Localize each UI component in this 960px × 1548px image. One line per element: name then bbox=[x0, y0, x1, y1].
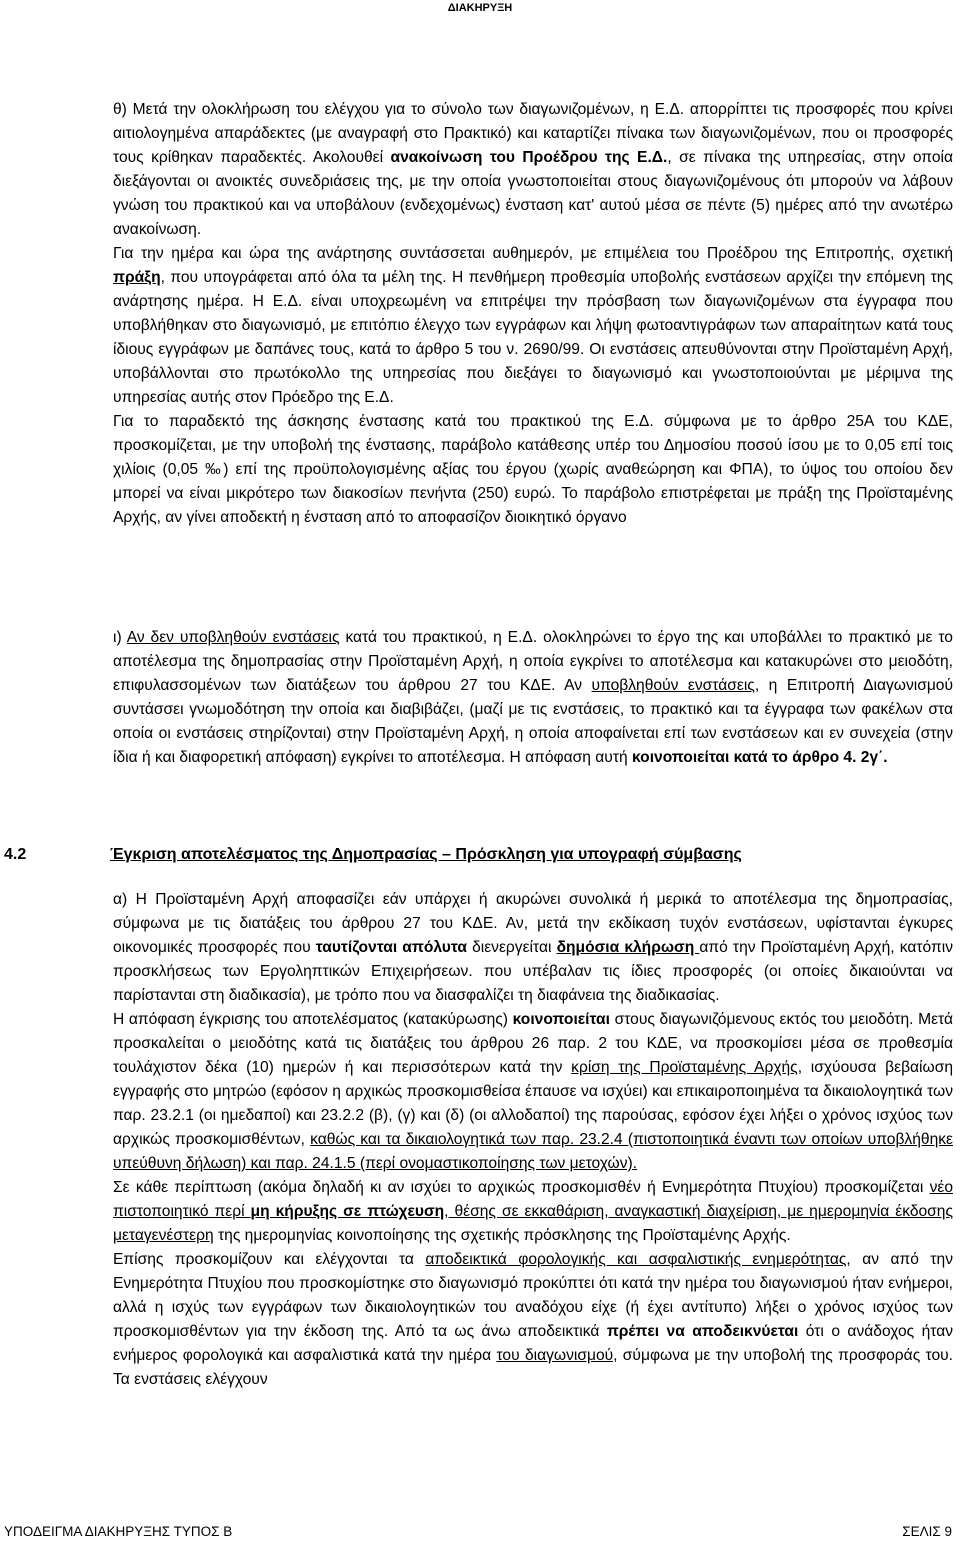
iota-no-objections: Αν δεν υποβληθούν ενστάσεις bbox=[126, 629, 340, 646]
footer-document-type: ΥΠΟΔΕΙΓΜΑ ΔΙΑΚΗΡΥΞΗΣ ΤΥΠΟΣ Β bbox=[4, 1524, 233, 1539]
theta-text-4: Για την ημέρα και ώρα της ανάρτησης συντάσσεται αυθημερόν, με επιμέλεια του Προέδρου της Επιτροπής, σχετική bbox=[113, 245, 953, 262]
theta-text-3: , σε πίνακα της υπηρεσίας, στην οποία διεξάγονται οι ανοικτές συνεδριάσεις της, με την οποία γνωστοποιείται στους διαγωνιζομένους ότι μπορούν να λάβουν γνώση του πρακτικού και να υποβάλουν (ενδεχομένως) ένσταση κατ' αυτού μέσα σε πέντε (5) ημέρες από την ανωτέρω ανακοίνωση. bbox=[113, 149, 954, 238]
alpha-text-8: στους διαγωνιζόμενους εκτός του μειοδότη. Μετά προσκαλείται ο μειοδότης κατά τις διατάξεις του άρθρου 26 παρ. 2 του ΚΔΕ, να προσκομίσει μέσα σε προθεσμία τουλάχιστον δέκα (10) ημερών ή και περισσότερων κατά την bbox=[113, 1011, 953, 1076]
alpha-public-draw: δημόσια κλήρωση bbox=[556, 939, 700, 956]
paragraph-iota bbox=[113, 626, 953, 770]
alpha-text-3: διενεργείται bbox=[466, 939, 557, 956]
alpha-documents: καθώς και τα δικαιολογητικά των παρ. 23.2.4 (πιστοποιητικά έναντι των οποίων υποβλήθηκε υπεύθυνη δήλωση) και παρ. 24.1.5 (περί ονομαστικοποίησης των μετοχών). bbox=[113, 1131, 953, 1172]
alpha-tax-insurance: αποδεικτικά φορολογικής και ασφαλιστικής ενημερότητας bbox=[425, 1251, 847, 1268]
iota-text-1: ι) bbox=[113, 629, 127, 646]
alpha-must-prove: πρέπει να αποδεικνύεται bbox=[606, 1323, 799, 1340]
iota-text-3: κατά του πρακτικού, η Ε.Δ. ολοκληρώνει το έργο της και υποβάλλει το πρακτικό με το αποτέλεσμα της δημοπρασίας στην Προϊσταμένη Αρχή, η οποία εγκρίνει το αποτέλεσμα και κατακυρώνει στο μειοδότη, επιφυλασσομένων των διατάξεων του άρθρου 27 του ΚΔΕ. Αν bbox=[113, 629, 953, 694]
alpha-notified: κοινοποιείται bbox=[512, 1011, 610, 1028]
alpha-judgement: κρίση της Προϊσταμένης Αρχής bbox=[571, 1059, 798, 1076]
alpha-text-17: Επίσης προσκομίζουν και ελέγχονται τα bbox=[113, 1251, 426, 1268]
theta-text-1: θ) Μετά την ολοκλήρωση του ελέγχου για το σύνολο των διαγωνιζομένων, η Ε.Δ. απορρίπτει τις προσφορές που κρίνει αιτιολογημένα απαράδεκτες (με αναγραφή στο Πρακτικό) και καταρτίζει πίνακα των διαγωνιζομένων, που οι προσφορές τους κρίθηκαν παραδεκτές. Ακολουθεί bbox=[113, 101, 953, 166]
section-title: Έγκριση αποτελέσματος της Δημοπρασίας – Πρόσκληση για υπογραφή σύμβασης bbox=[110, 846, 742, 863]
page-header: ΔΙΑΚΗΡΥΞΗ bbox=[447, 2, 513, 14]
alpha-text-16: της ημερομηνίας κοινοποίησης της σχετικής πρόσκλησης της Προϊσταμένης Αρχής. bbox=[213, 1227, 791, 1244]
iota-text-5: , η Επιτροπή Διαγωνισμού συντάσσει γνωμοδότηση την οποία και διαβιβάζει, (μαζί με τις ενστάσεις, το πρακτικό και τα έγγραφα των φακέλων στα οποία οι ενστάσεις στηρίζονται) στην Προϊσταμένη Αρχή, η οποία αποφαίνεται επί των ενστάσεων και εν συνεχεία (στην ίδια ή και διαφορετική απόφαση) εγκρίνει το αποτέλεσμα. Η απόφαση αυτή bbox=[113, 677, 954, 766]
alpha-text-19: , αν από την Ενημερότητα Πτυχίου που προσκομίστηκε στο διαγωνισμό προκύπτει ότι κατά την ημέρα του διαγωνισμού ήταν ενήμεροι, αλλά η ισχύς των εγγράφων των δικαιολογητικών του αναδόχου είχε (ή έχει αντίτυπο) λήξει ο χρόνος ισχύος των προσκομισθέντων για την έκδοση της. Από τα ως άνω αποδεικτικά bbox=[113, 1251, 954, 1340]
theta-praxi: πράξη bbox=[113, 269, 161, 286]
paragraph-theta bbox=[113, 98, 953, 530]
theta-text-6: , που υπογράφεται από όλα τα μέλη της. Η πενθήμερη προθεσμία υποβολής ενστάσεων αρχίζει την επόμενη της ανάρτησης ημέρα. Η Ε.Δ. είναι υποχρεωμένη να επιτρέψει την πρόσβαση των διαγωνιζομένων στα έγγραφα που υποβλήθηκαν στο διαγωνισμό, με επιτόπιο έλεγχο των εγγράφων και λήψη φωτοαντιγράφων των απαραίτητων κατά τους ίδιους εγγράφων με δαπάνες τους, κατά το άρθρο 5 του ν. 2690/99. Οι ενστάσεις απευθύνονται στην Προϊσταμένη Αρχή, υποβάλλονται στο πρωτόκολλο της υπηρεσίας που διεξάγει το διαγωνισμό και γνωστοποιούνται με μέριμνα της υπηρεσίας αυτής στον Πρόεδρο της Ε.Δ. bbox=[113, 269, 953, 406]
alpha-bankruptcy: μη κήρυξης σε πτώχευση bbox=[250, 1203, 445, 1220]
alpha-text-6: Η απόφαση έγκρισης του αποτελέσματος (κατακύρωσης) bbox=[113, 1011, 513, 1028]
alpha-liquidation: , θέσης σε εκκαθάριση, αναγκαστική διαχείριση, με ημερομηνία έκδοσης μεταγενέστερη bbox=[113, 1203, 953, 1244]
footer-page-number: ΣΕΛΙΣ 9 bbox=[902, 1524, 952, 1539]
theta-announcement: ανακοίνωση του Προέδρου της Ε.Δ. bbox=[390, 149, 668, 166]
alpha-tender-day: του διαγωνισμού, bbox=[496, 1347, 618, 1364]
theta-text-7: Για το παραδεκτό της άσκησης ένστασης κατά του πρακτικού της Ε.Δ. σύμφωνα με το άρθρο 25Α του ΚΔΕ, προσκομίζεται, με την υποβολή της ένστασης, παράβολο κατάθεσης υπέρ του Δημοσίου ποσού ίσου με το 0,05 επί τοις χιλίοις (0,05 ‰) επί της προϋπολογισμένης αξίας του έργου (χωρίς αναθεώρηση και ΦΠΑ), το ύψος του οποίου δεν μπορεί να είναι μικρότερο των διακοσίων πενήντα (250) ευρώ. Το παράβολο επιστρέφεται με πράξη της Προϊσταμένης Αρχής, αν γίνει αποδεκτή η ένσταση από το αποφασίζον διοικητικό όργανο bbox=[113, 413, 953, 526]
alpha-identical: ταυτίζονται απόλυτα bbox=[315, 939, 467, 956]
paragraph-alpha bbox=[113, 888, 953, 1392]
alpha-text-5: από την Προϊσταμένη Αρχή, κατόπιν προσκλήσεως των Εργοληπτικών Επιχειρήσεων. που υπέβαλαν τις ίδιες προσφορές (οι οποίες δικαιούνται να παρίστανται στη διαδικασία), με τρόπο που να διασφαλίζει τη διαφάνεια της διαδικασίας. bbox=[113, 939, 953, 1004]
alpha-text-21: ότι ο ανάδοχος ήταν ενήμερος φορολογικά και ασφαλιστικά κατά την ημέρα bbox=[113, 1323, 954, 1364]
iota-notification: κοινοποιείται κατά το άρθρο 4. 2γ΄. bbox=[632, 749, 888, 766]
alpha-text-23: σύμφωνα με την υποβολή της προσφοράς του. Τα ενστάσεις ελέγχουν bbox=[113, 1347, 953, 1388]
alpha-text-1: α) Η Προϊσταμένη Αρχή αποφασίζει εάν υπάρχει ή ακυρώνει συνολικά ή μερικά το αποτέλεσμα της δημοπρασίας, σύμφωνα με τις διατάξεις του άρθρου 27 του ΚΔΕ. Αν, μετά την εκδίκαση τυχόν ενστάσεων, υφίστανται έγκυρες οικονομικές προσφορές που bbox=[113, 891, 953, 956]
iota-objections: υποβληθούν ενστάσεις bbox=[591, 677, 755, 694]
section-number: 4.2 bbox=[4, 846, 27, 863]
alpha-text-12: Σε κάθε περίπτωση (ακόμα δηλαδή κι αν ισχύει το αρχικώς προσκομισθέν ή Ενημερότητα Πτυχίου) προσκομίζεται bbox=[113, 1179, 930, 1196]
alpha-new-certificate: νέο πιστοποιητικό περί bbox=[113, 1179, 953, 1220]
alpha-text-10: , ισχύουσα βεβαίωση εγγραφής στο μητρώο (εφόσον η αρχικώς προσκομισθείσα έπαυσε να ισχύει) και επικαιροποιημένα τα δικαιολογητικά των παρ. 23.2.1 (οι ημεδαποί) και 23.2.2 (β), (γ) και (δ) (οι αλλοδαποί) της παρούσας, εφόσον έχει λήξει ο χρόνος ισχύος των αρχικώς προσκομισθέντων, bbox=[113, 1059, 953, 1148]
